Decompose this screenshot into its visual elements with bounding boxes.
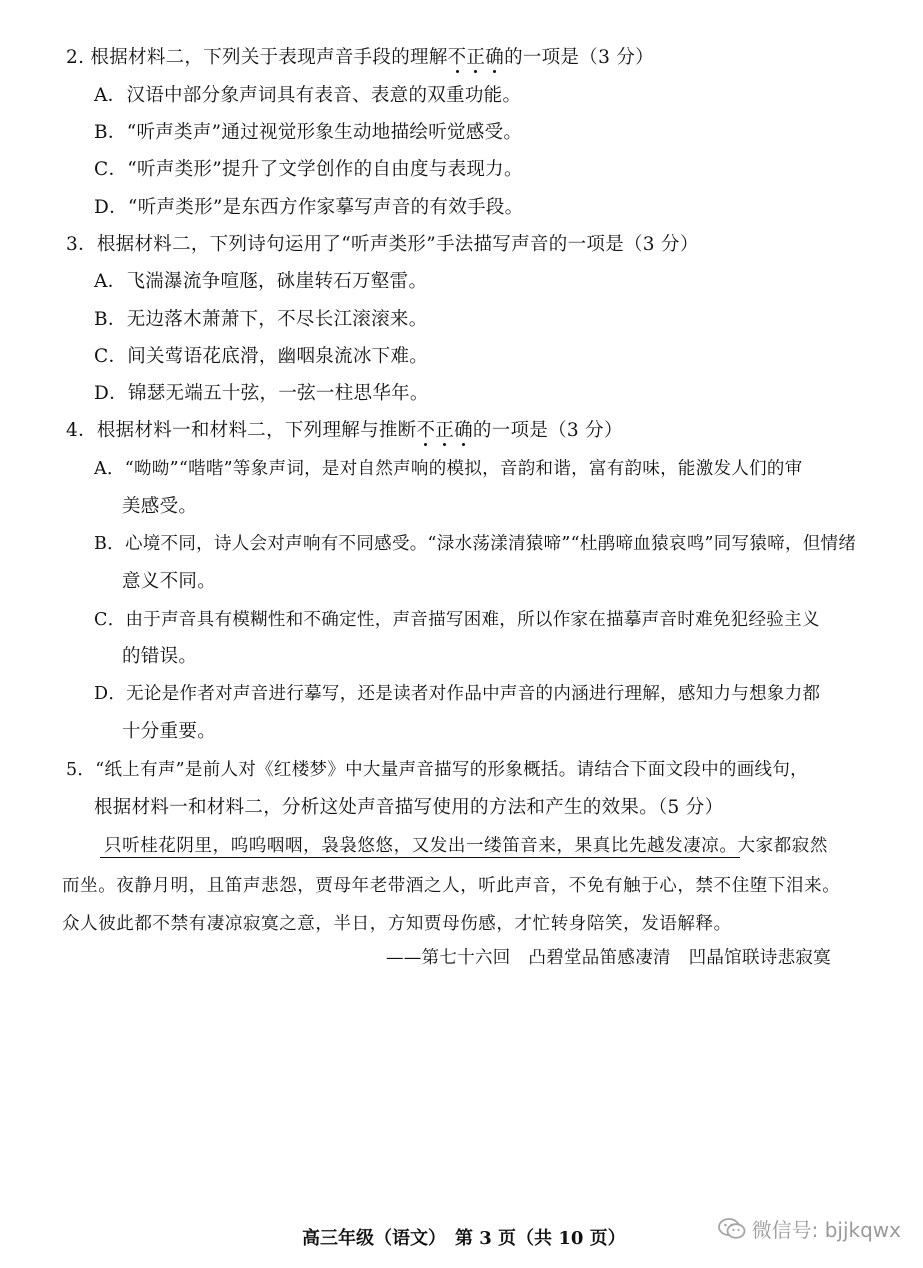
emphasis-char: 确: [485, 47, 505, 68]
question-3-option-d: D．锦瑟无端五十弦，一弦一柱思华年。: [94, 383, 429, 404]
question-4-option-a-cont: 美感受。: [122, 496, 198, 517]
page-footer: 高三年级（语文） 第 3 页（共 10 页）: [302, 1228, 626, 1249]
question-4-option-c: C．由于声音具有模糊性和不确定性，声音描写困难，所以作家在描摹声音时难免犯经验主义: [94, 610, 820, 630]
question-4-option-c-cont: 的错误。: [122, 646, 198, 667]
question-4-option-b: B．心境不同，诗人会对声响有不同感受。“渌水荡漾清猿啼”“杜鹃啼血猿哀鸣”同写猿啼，但情绪: [94, 534, 857, 554]
question-4-option-b-cont: 意义不同。: [122, 571, 217, 592]
excerpt-line-1: 只听桂花阴里，呜呜咽咽，袅袅悠悠，又发出一缕笛音来，果真比先越发凄凉。大家都寂然: [104, 836, 828, 856]
question-5-stem: 5．“纸上有声”是前人对《红楼梦》中大量声音描写的形象概括。请结合下面文段中的画线句，: [66, 760, 808, 780]
question-4-stem: 4．根据材料一和材料二，下列理解与推断不正确的一项是（3 分）: [66, 420, 623, 441]
watermark: [718, 1214, 901, 1243]
excerpt-source: ——第七十六回 凸碧堂品笛感凄清 凹晶馆联诗悲寂寞: [386, 948, 831, 968]
question-5-stem-cont: 根据材料一和材料二，分析这处声音描写使用的方法和产生的效果。（5 分）: [94, 797, 724, 818]
question-3-option-b: B．无边落木萧萧下，不尽长江滚滚来。: [94, 309, 428, 330]
question-2-option-a: A．汉语中部分象声词具有表音、表意的双重功能。: [94, 85, 522, 106]
question-3-option-c: C．间关莺语花底滑，幽咽泉流冰下难。: [94, 346, 429, 367]
question-2-option-b: B．“听声类声”通过视觉形象生动地描绘听觉感受。: [94, 122, 523, 143]
underline-mark: [100, 857, 740, 858]
excerpt-line-3: 众人彼此都不禁有凄凉寂寞之意，半日，方知贾母伤感，才忙转身陪笑，发语解释。: [62, 914, 732, 934]
underlined-sentence: 只听桂花阴里，呜呜咽咽，袅袅悠悠，又发出一缕笛音来，果真比先越发凄凉。: [104, 836, 738, 856]
question-3-option-a: A．飞湍瀑流争喧豗，砯崖转石万壑雷。: [94, 271, 428, 292]
question-2-option-d: D．“听声类形”是东西方作家摹写声音的有效手段。: [94, 197, 524, 218]
question-4-option-d-cont: 十分重要。: [122, 721, 217, 742]
emphasis-char: 不: [416, 420, 436, 441]
question-4-option-d: D．无论是作者对声音进行摹写，还是读者对作品中声音的内涵进行理解，感知力与想象力都: [94, 684, 821, 704]
question-4-option-a: A．“呦呦”“喈喈”等象声词，是对自然声响的模拟，音韵和谐，富有韵味，能激发人们的审: [94, 459, 803, 479]
watermark-text: 微信号: bjjkqwx: [751, 1218, 901, 1242]
emphasis-char: 正: [435, 420, 455, 441]
question-2-stem: 2. 根据材料二，下列关于表现声音手段的理解不正确的一项是（3 分）: [66, 47, 654, 68]
emphasis-char: 不: [447, 47, 467, 68]
excerpt-line-2: 而坐。夜静月明，且笛声悲怨，贾母年老带酒之人，听此声音，不免有触于心，禁不住堕下泪来。: [62, 876, 841, 896]
wechat-icon: [718, 1217, 746, 1241]
question-3-stem: 3．根据材料二，下列诗句运用了“听声类形”手法描写声音的一项是（3 分）: [66, 234, 699, 255]
emphasis-char: 正: [466, 47, 486, 68]
question-2-option-c: C．“听声类形”提升了文学创作的自由度与表现力。: [94, 159, 523, 180]
emphasis-char: 确: [454, 420, 473, 441]
